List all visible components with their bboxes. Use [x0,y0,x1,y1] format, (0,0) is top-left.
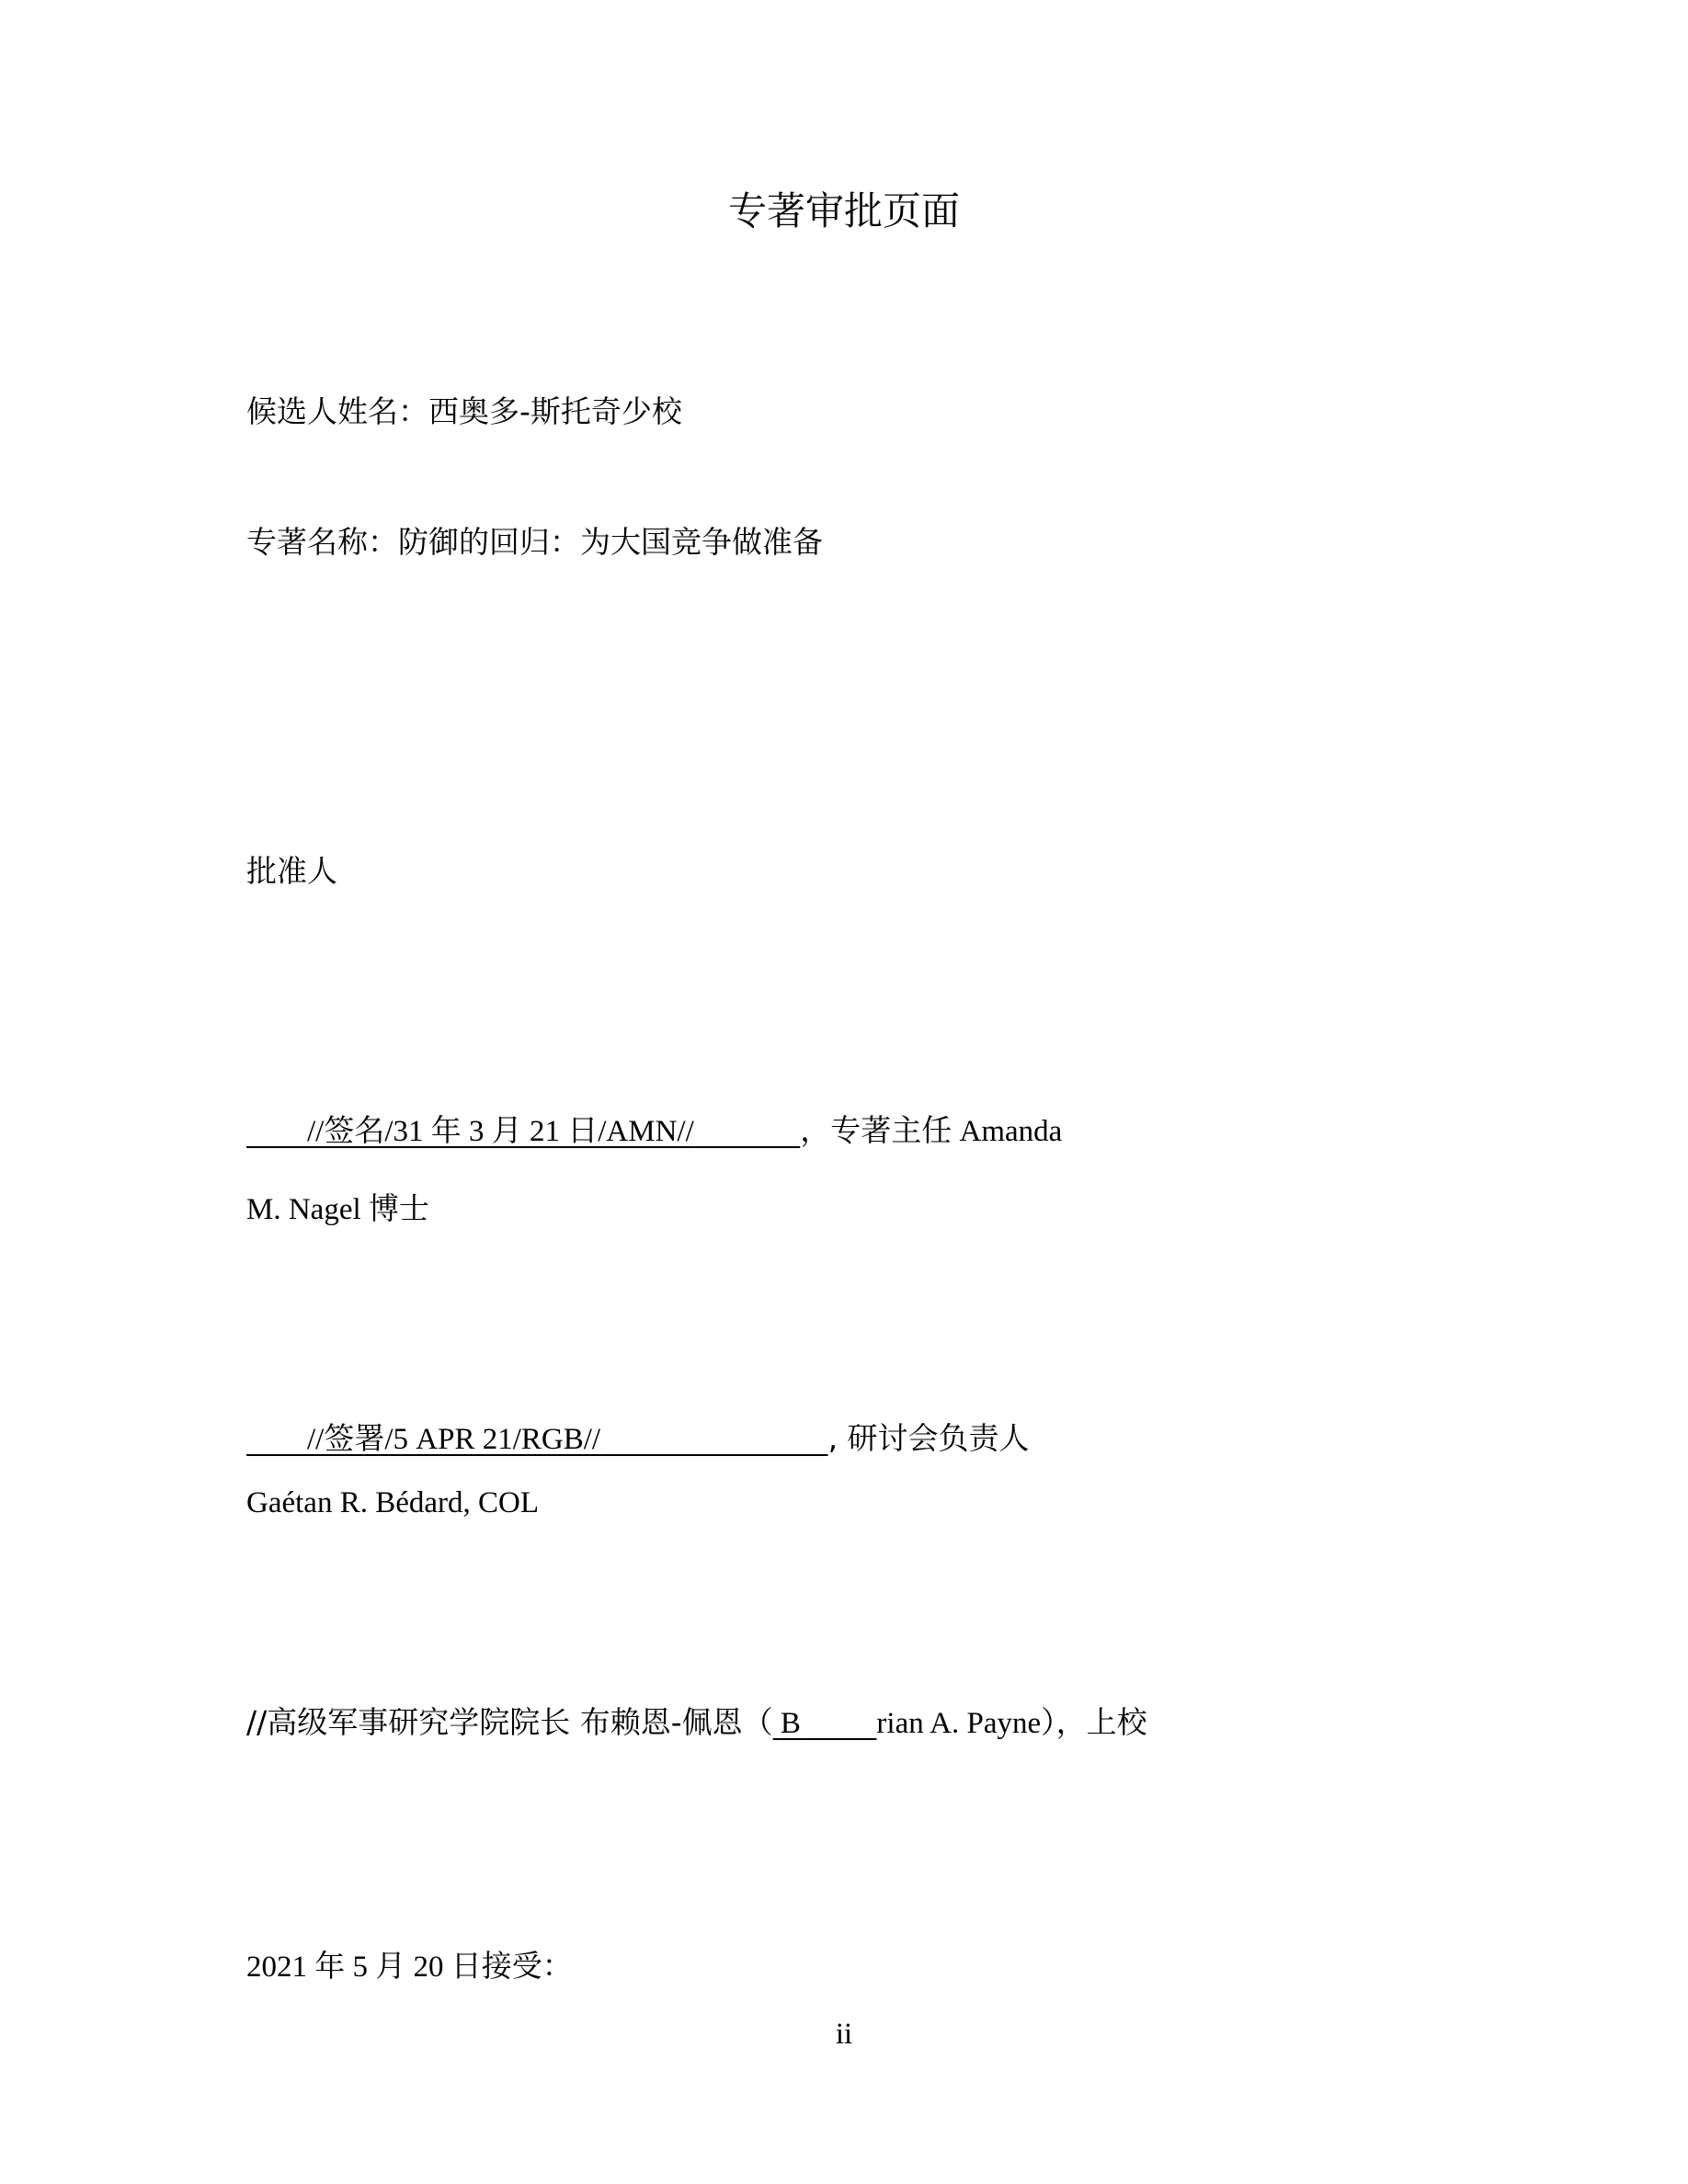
signature-monograph-director: //签名/31 年 3 月 21 日/AMN// [307,1115,694,1148]
monograph-line [246,524,823,561]
director-name-rest: rian A. Payne [876,1707,1042,1740]
director-suffix: ），上校 [1041,1704,1147,1740]
candidate-line [246,393,682,430]
approval-monograph-director [246,1112,1062,1150]
approver-first-name: Amanda [959,1115,1063,1148]
page-title: 专著审批页面 [727,188,960,233]
director-prefix: //高级军事研究学院院长 布赖恩-佩恩（ [246,1704,773,1740]
role-monograph-director: ，专著主任 [800,1112,952,1148]
candidate-name: 西奥多-斯托奇少校 [428,393,682,429]
director-line [246,1704,1147,1742]
approved-by-label: 批准人 [246,853,337,889]
page-number: ii [835,2018,853,2051]
director-initial: B [780,1707,801,1740]
signature-seminar-leader: //签署/5 APR 21/RGB// [307,1423,601,1456]
role-seminar-leader: , 研讨会负责人 [827,1420,1030,1456]
candidate-label: 候选人姓名： [246,393,428,429]
approval-seminar-leader [246,1420,1030,1458]
approver-name-monograph-director: M. Nagel 博士 [246,1193,429,1226]
monograph-title: 防御的回归：为大国竞争做准备 [398,524,823,560]
approver-name-seminar-leader: Gaétan R. Bédard, COL [246,1486,539,1519]
accepted-date: 2021 年 5 月 20 日接受： [246,1951,573,1984]
monograph-label: 专著名称： [246,524,398,560]
